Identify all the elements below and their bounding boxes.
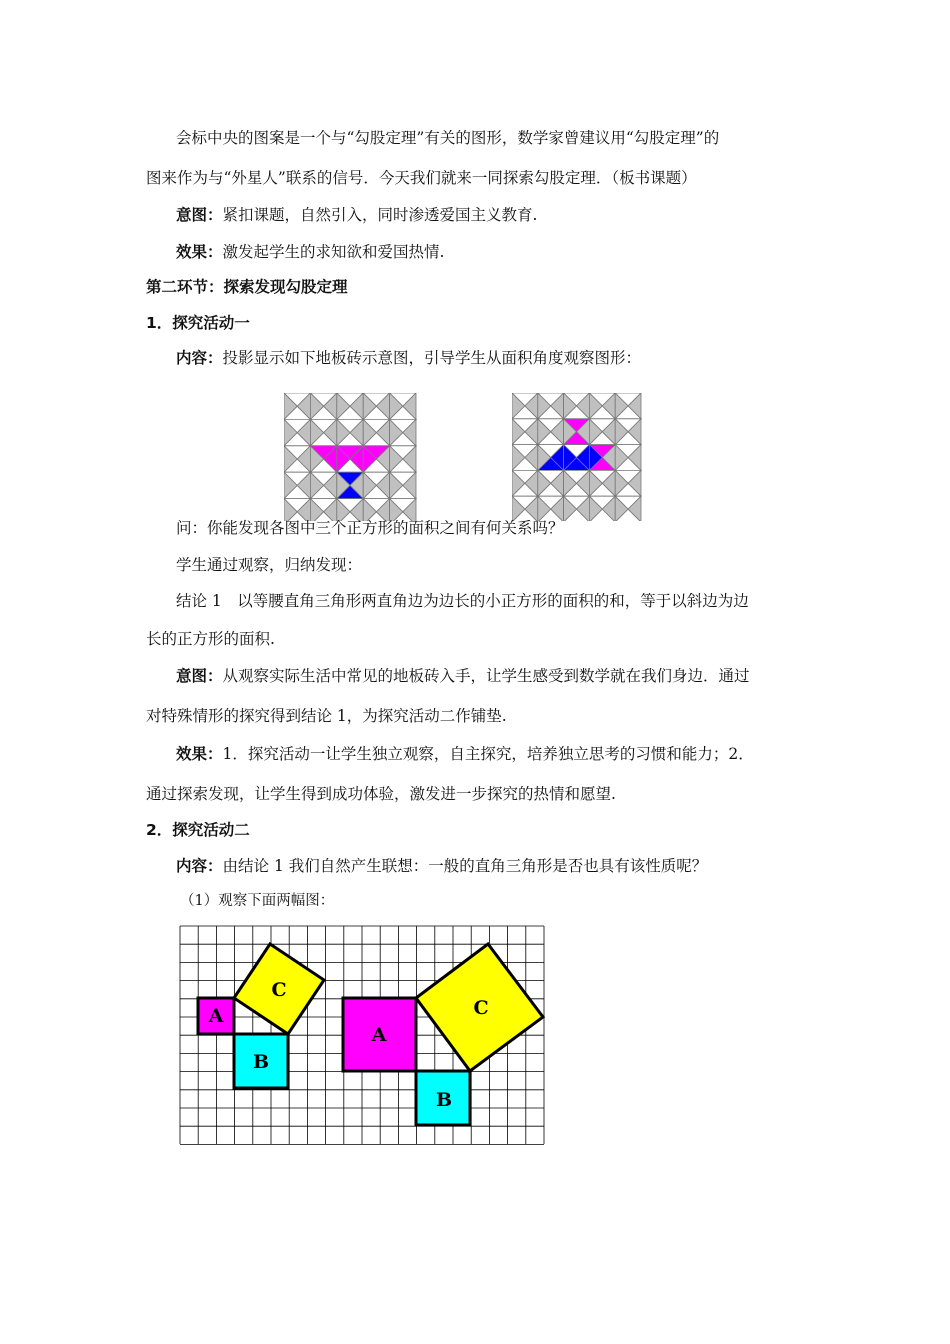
label-a-right: A — [371, 1024, 387, 1046]
activity-2-heading: 2．探究活动二 — [146, 821, 250, 839]
observe-text: 学生通过观察，归纳发现： — [176, 556, 363, 574]
intent-label: 意图： — [176, 667, 223, 685]
intent-text: 紧扣课题，自然引入，同时渗透爱国主义教育. — [222, 206, 538, 224]
intent-2 — [176, 666, 750, 686]
label-c-left: C — [271, 979, 287, 1001]
label-a-left: A — [208, 1005, 224, 1027]
intent-text: 从观察实际生活中常见的地板砖入手，让学生感受到数学就在我们身边．通过 — [222, 667, 750, 685]
effect-2-line-2: 通过探索发现，让学生得到成功体验，激发进一步探究的热情和愿望. — [146, 785, 616, 803]
intent-1 — [176, 205, 537, 225]
label-c-right: C — [473, 997, 489, 1019]
effect-label: 效果： — [176, 745, 223, 763]
observe-2-text: （1）观察下面两幅图： — [180, 893, 335, 909]
content-text: 投影显示如下地板砖示意图，引导学生从面积角度观察图形： — [222, 349, 642, 367]
conclusion-line-1: 结论 1 以等腰直角三角形两直角边为边长的小正方形的面积的和，等于以斜边为边 — [176, 592, 749, 610]
floor-tile-figure-2 — [512, 393, 642, 521]
intro-line-2: 图来作为与“外星人”联系的信号．今天我们就来一同探索勾股定理．（板书课题） — [146, 169, 697, 187]
label-b-right: B — [435, 1089, 453, 1111]
question: 问：你能发现各图中三个正方形的面积之间有何关系吗？ — [176, 519, 564, 537]
effect-text: 1．探究活动一让学生独立观察，自主探究，培养独立思考的习惯和能力；2． — [222, 745, 754, 763]
content-label: 内容： — [176, 857, 223, 875]
section-heading: 第二环节：探索发现勾股定理 — [146, 278, 348, 296]
effect-2 — [176, 744, 754, 764]
content-text: 由结论 1 我们自然产生联想：一般的直角三角形是否也具有该性质呢？ — [222, 857, 708, 875]
content-label: 内容： — [176, 349, 223, 367]
intent-label: 意图： — [176, 206, 223, 224]
floor-tile-figure-1 — [284, 393, 418, 521]
effect-1 — [176, 242, 444, 262]
effect-label: 效果： — [176, 243, 223, 261]
conclusion-line-2: 长的正方形的面积. — [146, 630, 275, 648]
label-b-left: B — [252, 1051, 270, 1073]
effect-text: 激发起学生的求知欲和爱国热情. — [222, 243, 445, 261]
intent-2-line-2: 对特殊情形的探究得到结论 1，为探究活动二作铺垫. — [146, 707, 507, 725]
intro-line-1: 会标中央的图案是一个与“勾股定理”有关的图形，数学家曾建议用“勾股定理”的 — [176, 129, 720, 147]
content-1 — [176, 348, 641, 368]
pythagoras-grid-figure — [178, 924, 548, 1146]
activity-1-heading: 1．探究活动一 — [146, 314, 250, 332]
content-2 — [176, 856, 707, 876]
